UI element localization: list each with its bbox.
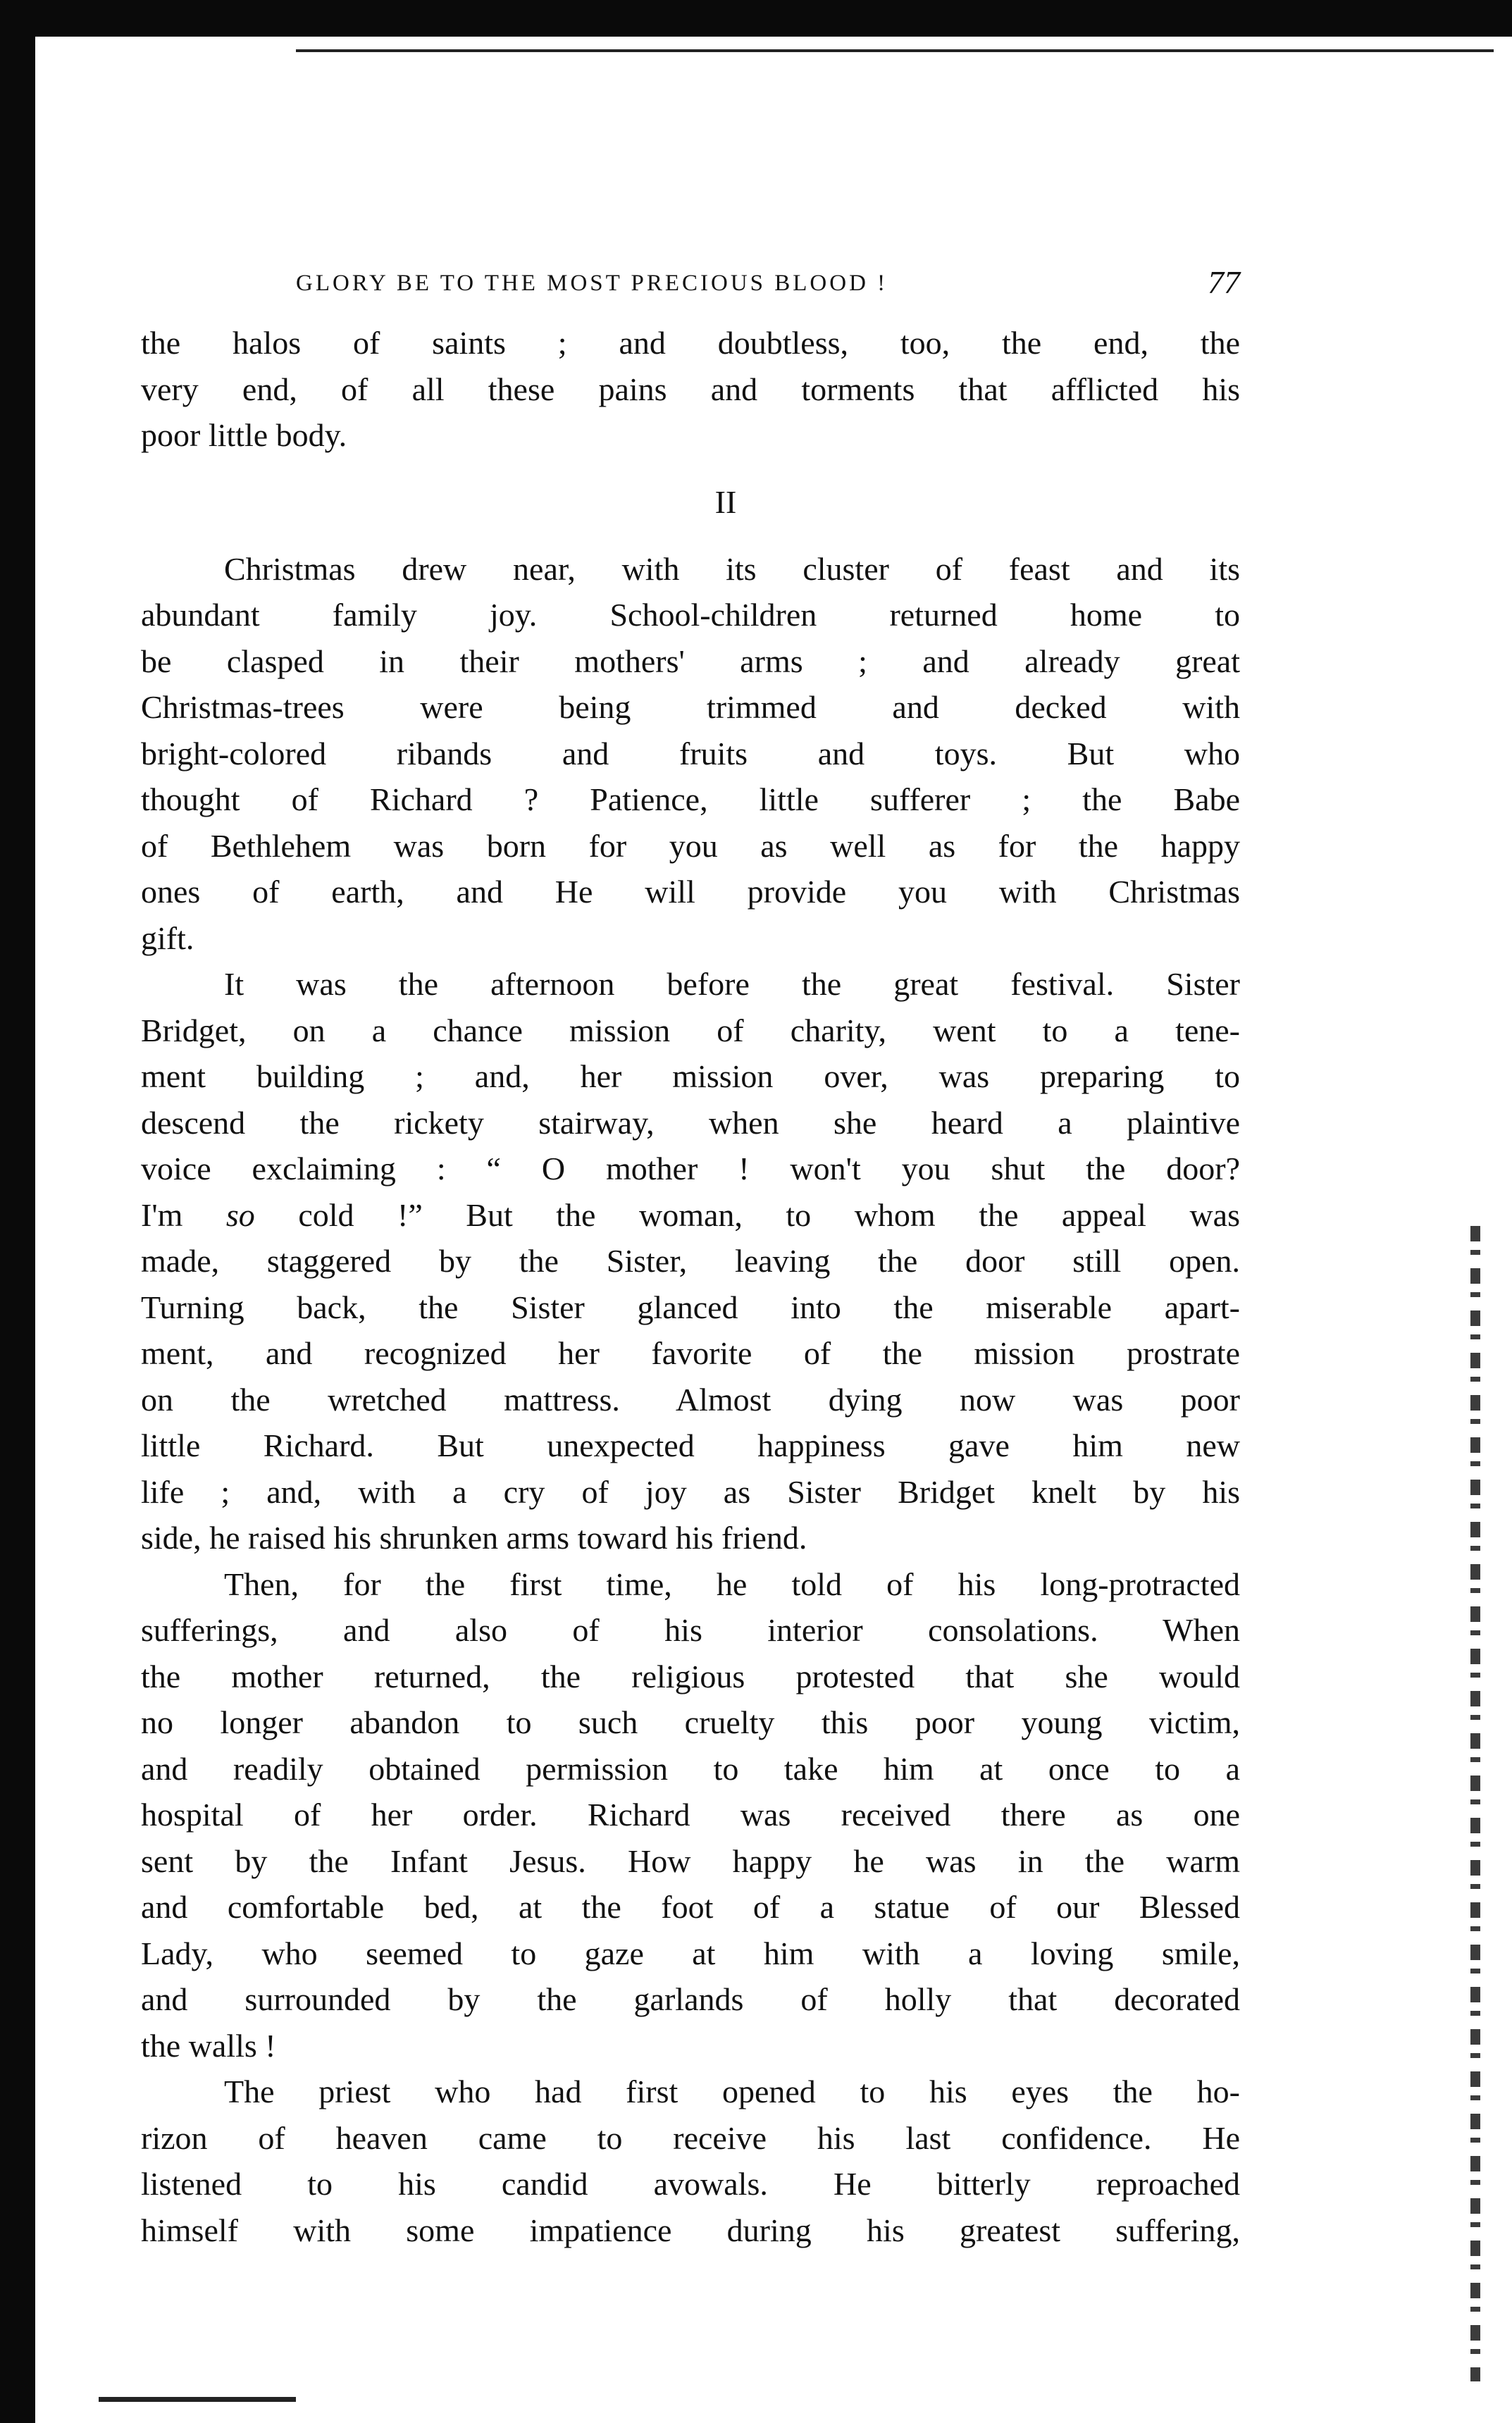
top-rule xyxy=(296,49,1494,52)
text-line: poor little body. xyxy=(141,417,347,453)
text-line: side, he raised his shrunken arms toward his friend. xyxy=(141,1520,807,1556)
text-line: The priest who had first opened to his eyes the ho- xyxy=(224,2074,1240,2109)
text-line: voice exclaiming : “ O mother ! won't you shut the door? xyxy=(141,1151,1240,1186)
text-line: Turning back, the Sister glanced into the miserable apart- xyxy=(141,1289,1240,1325)
text-line: the mother returned, the religious protested that she would xyxy=(141,1658,1240,1694)
text-line: the halos of saints ; and doubtless, too, the end, the xyxy=(141,325,1240,361)
text-line: made, staggered by the Sister, leaving the door still open. xyxy=(141,1243,1240,1279)
text-line: Lady, who seemed to gaze at him with a loving smile, xyxy=(141,1935,1240,1971)
text-line: Christmas-trees were being trimmed and decked with xyxy=(141,689,1240,725)
paragraph xyxy=(141,546,1240,962)
text-line: himself with some impatience during his greatest suffering, xyxy=(141,2212,1240,2248)
text-line: on the wretched mattress. Almost dying now was poor xyxy=(141,1381,1240,1418)
text-line: the walls ! xyxy=(141,2027,276,2064)
text-line: thought of Richard ? Patience, little sufferer ; the Babe xyxy=(141,781,1240,817)
text-line: very end, of all these pains and torments that afflicted his xyxy=(141,371,1240,407)
text-line: I'm so cold !” But the woman, to whom the appeal was xyxy=(141,1196,1240,1233)
text-line: sent by the Infant Jesus. How happy he was in the warm xyxy=(141,1842,1240,1879)
text-line: of Bethlehem was born for you as well as for the happy xyxy=(141,827,1240,864)
text-line: and comfortable bed, at the foot of a statue of our Blessed xyxy=(141,1889,1240,1925)
text-line: rizon of heaven came to receive his last confidence. He xyxy=(141,2119,1240,2156)
text-line: ones of earth, and He will provide you with Christmas xyxy=(141,874,1240,910)
scan-border-top xyxy=(0,0,1512,37)
text-line: listened to his candid avowals. He bitterly reproached xyxy=(141,2166,1240,2202)
body-text xyxy=(141,546,1240,2254)
text-line: sufferings, and also of his interior consolations. When xyxy=(141,1612,1240,1648)
bottom-rule xyxy=(99,2397,296,2402)
running-title: GLORY BE TO THE MOST PRECIOUS BLOOD ! xyxy=(296,271,888,296)
page-header xyxy=(141,261,1240,320)
paragraph xyxy=(141,2069,1240,2253)
scan-border-left xyxy=(0,0,35,2423)
text-line: life ; and, with a cry of joy as Sister Bridget knelt by his xyxy=(141,1473,1240,1510)
text-line: Christmas drew near, with its cluster of feast and its xyxy=(224,550,1240,587)
paragraph xyxy=(141,1561,1240,2069)
text-line: Then, for the first time, he told of his long-protracted xyxy=(224,1566,1240,1602)
paragraph xyxy=(141,961,1240,1561)
text-line: hospital of her order. Richard was received there as one xyxy=(141,1797,1240,1833)
text-line: It was the afternoon before the great festival. Sister xyxy=(224,966,1240,1002)
text-line: gift. xyxy=(141,919,194,956)
section-numeral: II xyxy=(714,483,737,520)
text-line: ment, and recognized her favorite of the mission prostrate xyxy=(141,1335,1240,1371)
text-line: be clasped in their mothers' arms ; and already great xyxy=(141,643,1240,679)
emphasis: so xyxy=(225,1196,255,1233)
text-line: bright-colored ribands and fruits and toys. But who xyxy=(141,735,1240,771)
text-line: descend the rickety stairway, when she heard a plaintive xyxy=(141,1104,1240,1141)
intro-paragraph xyxy=(141,320,1240,459)
text-line: ment building ; and, her mission over, was preparing to xyxy=(141,1058,1240,1094)
text-line: and surrounded by the garlands of holly that decorated xyxy=(141,1981,1240,2017)
text-line: Bridget, on a chance mission of charity, went to a tene- xyxy=(141,1012,1240,1048)
text-line: and readily obtained permission to take him at once to a xyxy=(141,1750,1240,1787)
text-line: little Richard. But unexpected happiness gave him new xyxy=(141,1427,1240,1463)
text-line: abundant family joy. School-children returned home to xyxy=(141,597,1240,633)
page-number: 77 xyxy=(1208,264,1240,300)
book-page xyxy=(141,261,1240,2253)
text-line: no longer abandon to such cruelty this poor young victim, xyxy=(141,1704,1240,1740)
scan-edge-marks xyxy=(1470,1226,1480,2381)
